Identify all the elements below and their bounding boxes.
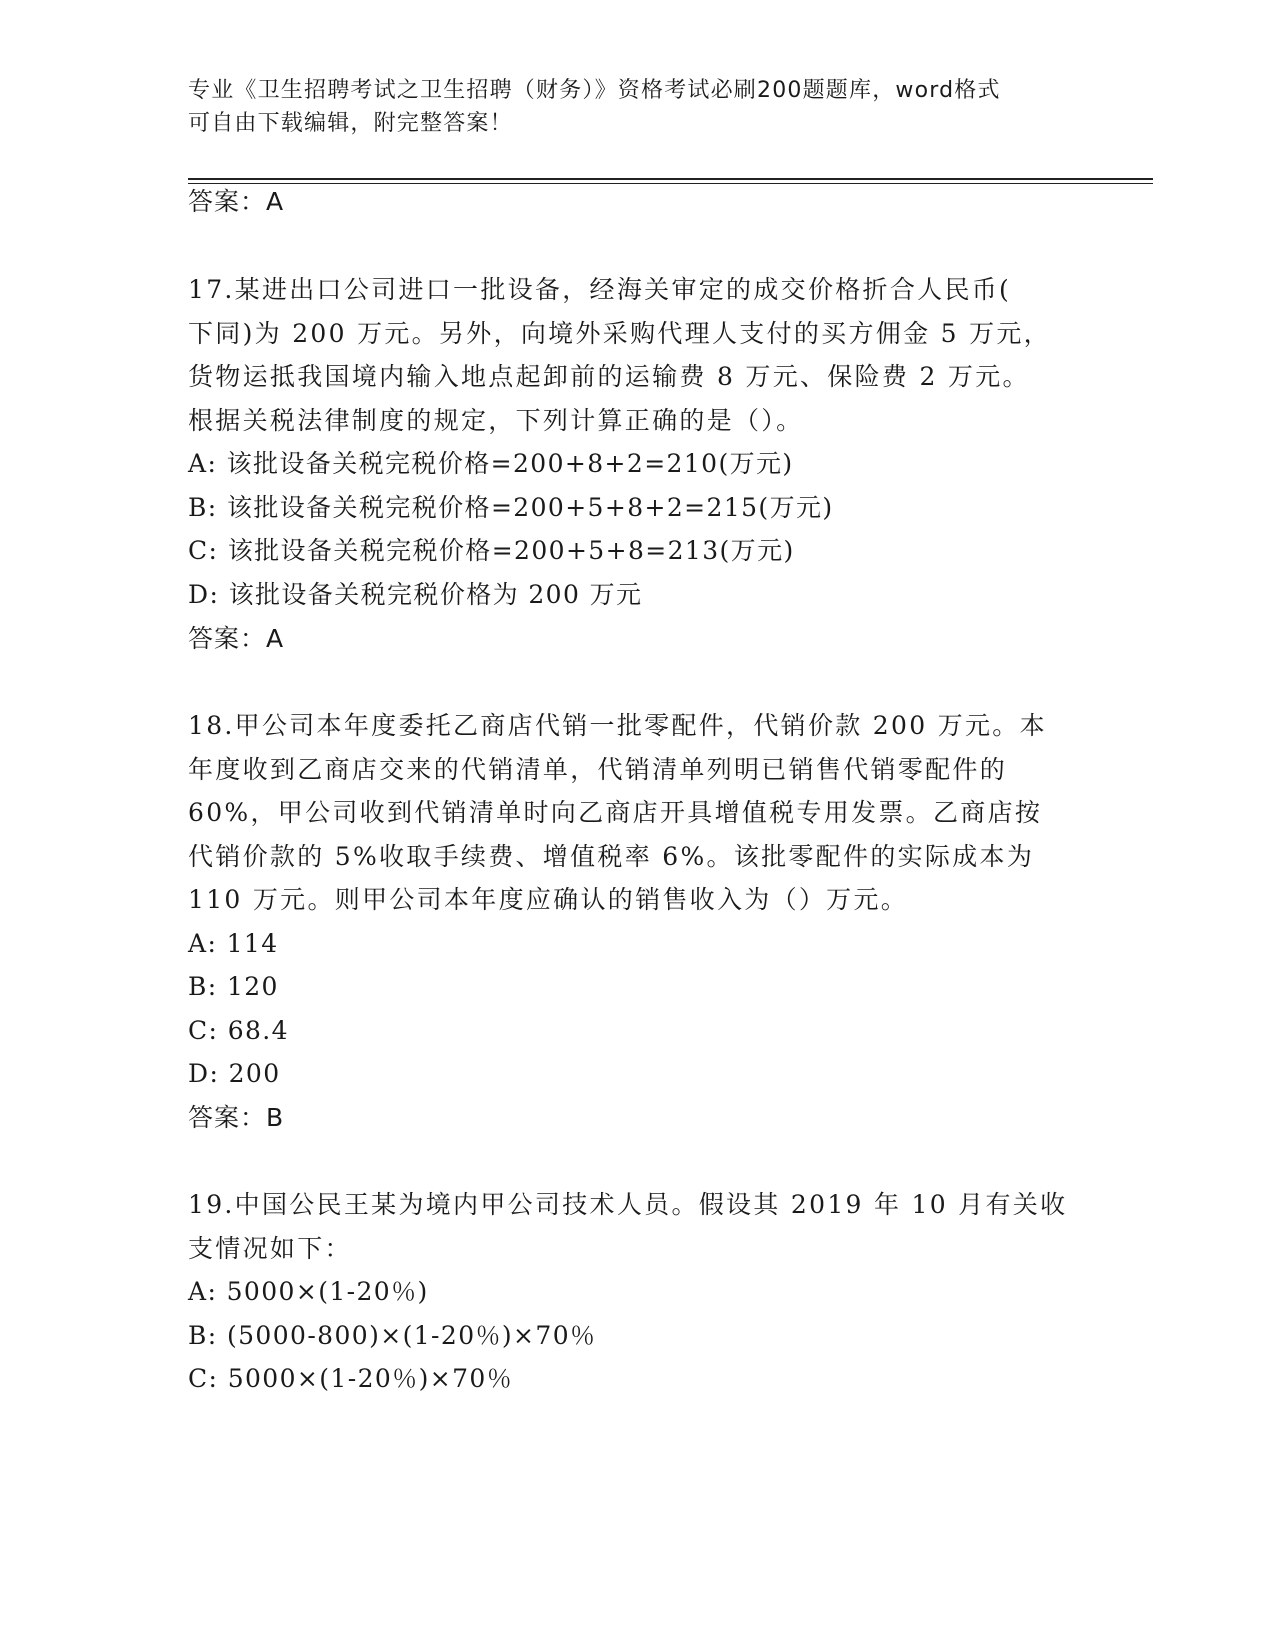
- header-line-1: 专业《卫生招聘考试之卫生招聘（财务）》资格考试必刷200题题库，word格式: [188, 78, 1001, 103]
- q19-option-c: C: 5000×(1-20％)×70％: [188, 1364, 514, 1393]
- q19-option-a: A: 5000×(1-20％): [188, 1277, 429, 1306]
- q17-option-b: B: 该批设备关税完税价格=200+5+8+2=215(万元): [188, 493, 834, 522]
- q19-option-b: B: (5000-800)×(1-20％)×70％: [188, 1321, 597, 1350]
- q18-option-d: D: 200: [188, 1059, 281, 1088]
- q18-text-line: 110 万元。则甲公司本年度应确认的销售收入为（）万元。: [188, 885, 909, 914]
- q18-text-line: 代销价款的 5%收取手续费、增值税率 6%。该批零配件的实际成本为: [188, 842, 1035, 871]
- q17-text-line: 17.某进出口公司进口一批设备，经海关审定的成交价格折合人民币(: [188, 275, 1012, 304]
- q17-text-line: 根据关税法律制度的规定，下列计算正确的是（）。: [188, 406, 804, 435]
- q17-answer: 答案：A: [188, 624, 285, 653]
- page-header: [188, 74, 1068, 140]
- q18-text-line: 年度收到乙商店交来的代销清单，代销清单列明已销售代销零配件的: [188, 755, 1008, 784]
- q18-answer: 答案：B: [188, 1103, 285, 1132]
- q17-option-a: A: 该批设备关税完税价格=200+8+2=210(万元): [188, 449, 794, 478]
- previous-answer: 答案：A: [188, 187, 285, 216]
- q17-text-line: 货物运抵我国境内输入地点起卸前的运输费 8 万元、保险费 2 万元。: [188, 362, 1030, 391]
- q18-option-c: C: 68.4: [188, 1016, 289, 1045]
- header-line-2: 可自由下载编辑，附完整答案！: [188, 111, 513, 136]
- q19-text-line: 19.中国公民王某为境内甲公司技术人员。假设其 2019 年 10 月有关收: [188, 1190, 1068, 1219]
- q19-text-line: 支情况如下：: [188, 1234, 352, 1263]
- q18-text-line: 18.甲公司本年度委托乙商店代销一批零配件，代销价款 200 万元。本: [188, 711, 1047, 740]
- header-rule-thick: [188, 178, 1153, 180]
- q17-option-c: C: 该批设备关税完税价格=200+5+8=213(万元): [188, 536, 795, 565]
- q18-option-b: B: 120: [188, 972, 279, 1001]
- header-rule-thin: [188, 183, 1153, 184]
- q17-option-d: D: 该批设备关税完税价格为 200 万元: [188, 580, 643, 609]
- q18-text-line: 60%，甲公司收到代销清单时向乙商店开具增值税专用发票。乙商店按: [188, 798, 1043, 827]
- q18-option-a: A: 114: [188, 929, 279, 958]
- q17-text-line: 下同)为 200 万元。另外，向境外采购代理人支付的买方佣金 5 万元，: [188, 319, 1051, 348]
